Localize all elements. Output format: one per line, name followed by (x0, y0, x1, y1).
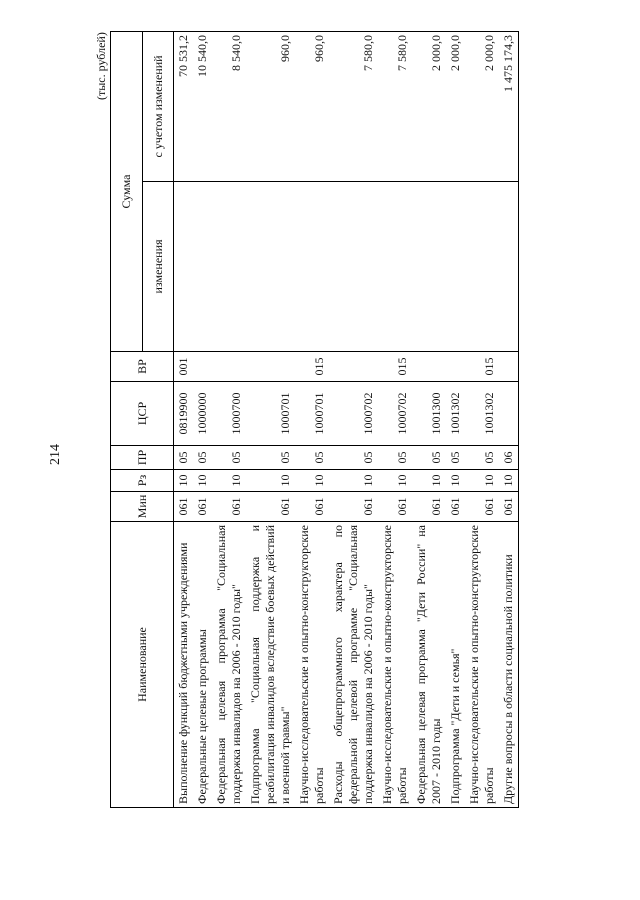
row-pr: 05 (246, 446, 295, 470)
row-total: 2 000,0 (446, 31, 465, 181)
row-csr: 1000000 (193, 382, 212, 446)
row-rz: 10 (499, 470, 519, 492)
row-csr: 1000701 (246, 382, 295, 446)
row-rz: 10 (465, 470, 499, 492)
row-change (174, 182, 194, 352)
row-vr: 015 (465, 352, 499, 382)
row-name: Федеральные целевые программы (193, 522, 212, 808)
header-name: Наименование (111, 522, 174, 808)
header-sum: Сумма (111, 31, 143, 351)
row-min: 061 (174, 492, 194, 522)
row-total: 8 540,0 (212, 31, 246, 181)
row-pr: 05 (446, 446, 465, 470)
table-row (446, 31, 465, 807)
row-rz: 10 (378, 470, 412, 492)
table-row (329, 31, 378, 807)
row-min: 061 (446, 492, 465, 522)
row-total: 70 531,2 (174, 31, 194, 181)
row-pr: 05 (212, 446, 246, 470)
units-label: (тыс. рублей) (94, 32, 108, 100)
row-rz: 10 (212, 470, 246, 492)
row-total: 10 540,0 (193, 31, 212, 181)
row-change (212, 182, 246, 352)
row-vr (446, 352, 465, 382)
row-pr: 05 (295, 446, 329, 470)
table-row (295, 31, 329, 807)
row-rz: 10 (246, 470, 295, 492)
table-body (174, 31, 519, 807)
row-csr: 1001302 (465, 382, 499, 446)
row-pr: 06 (499, 446, 519, 470)
row-change (193, 182, 212, 352)
row-total: 960,0 (246, 31, 295, 181)
header-min: Мин (111, 492, 174, 522)
row-pr: 05 (378, 446, 412, 470)
row-name: Расходы общепрограммного характера по федеральной целевой программе "Социальная поддержка инвалидов на 2006 - 2010 годы" (329, 522, 378, 808)
row-change (246, 182, 295, 352)
header-pr: ПР (111, 446, 174, 470)
row-change (412, 182, 446, 352)
row-name: Другие вопросы в области социальной политики (499, 522, 519, 808)
row-rz: 10 (412, 470, 446, 492)
budget-table (110, 31, 519, 808)
row-min: 061 (246, 492, 295, 522)
row-name: Научно-исследовательские и опытно-конструкторские работы (465, 522, 499, 808)
header-csr: ЦСР (111, 382, 174, 446)
row-vr (412, 352, 446, 382)
row-pr: 05 (465, 446, 499, 470)
row-total: 960,0 (295, 31, 329, 181)
header-change: изменения (142, 182, 174, 352)
table-row (212, 31, 246, 807)
row-min: 061 (193, 492, 212, 522)
row-vr (193, 352, 212, 382)
row-rz: 10 (193, 470, 212, 492)
row-vr: 015 (295, 352, 329, 382)
row-total: 2 000,0 (412, 31, 446, 181)
row-pr: 05 (174, 446, 194, 470)
row-pr: 05 (329, 446, 378, 470)
row-total: 7 580,0 (378, 31, 412, 181)
header-row-1 (111, 31, 143, 807)
row-min: 061 (378, 492, 412, 522)
table-row (246, 31, 295, 807)
row-vr (246, 352, 295, 382)
row-change (378, 182, 412, 352)
row-csr: 1000702 (378, 382, 412, 446)
row-name: Научно-исследовательские и опытно-конструкторские работы (295, 522, 329, 808)
row-rz: 10 (295, 470, 329, 492)
table-row (174, 31, 194, 807)
row-rz: 10 (329, 470, 378, 492)
row-csr: 1001302 (446, 382, 465, 446)
row-vr (212, 352, 246, 382)
row-min: 061 (412, 492, 446, 522)
header-with-change: с учетом изменений (142, 31, 174, 181)
row-rz: 10 (446, 470, 465, 492)
row-name: Подпрограмма "Дети и семья" (446, 522, 465, 808)
row-vr (499, 352, 519, 382)
row-vr (329, 352, 378, 382)
row-vr: 015 (378, 352, 412, 382)
row-change (295, 182, 329, 352)
row-min: 061 (295, 492, 329, 522)
row-csr: 1000702 (329, 382, 378, 446)
header-vr: ВР (111, 352, 174, 382)
table-row (193, 31, 212, 807)
row-rz: 10 (174, 470, 194, 492)
row-pr: 05 (193, 446, 212, 470)
row-csr: 1000701 (295, 382, 329, 446)
row-pr: 05 (412, 446, 446, 470)
page-number: 214 (48, 444, 63, 465)
row-csr: 0819900 (174, 382, 194, 446)
row-min: 061 (212, 492, 246, 522)
table-row (378, 31, 412, 807)
row-total: 2 000,0 (465, 31, 499, 181)
row-name: Выполнение функций бюджетными учреждениями (174, 522, 194, 808)
row-csr: 1001300 (412, 382, 446, 446)
row-min: 061 (465, 492, 499, 522)
row-min: 061 (499, 492, 519, 522)
table-row (499, 31, 519, 807)
row-name: Подпрограмма "Социальная поддержка и реабилитация инвалидов вследствие боевых действий и военной травмы" (246, 522, 295, 808)
row-change (465, 182, 499, 352)
row-total: 7 580,0 (329, 31, 378, 181)
row-change (446, 182, 465, 352)
row-vr: 001 (174, 352, 194, 382)
header-rz: Рз (111, 470, 174, 492)
row-name: Федеральная целевая программа "Социальная поддержка инвалидов на 2006 - 2010 годы" (212, 522, 246, 808)
row-min: 061 (329, 492, 378, 522)
row-name: Федеральная целевая программа "Дети России" на 2007 - 2010 годы (412, 522, 446, 808)
row-name: Научно-исследовательские и опытно-конструкторские работы (378, 522, 412, 808)
table-row (465, 31, 499, 807)
row-csr (499, 382, 519, 446)
table-row (412, 31, 446, 807)
row-csr: 1000700 (212, 382, 246, 446)
row-change (329, 182, 378, 352)
row-total: 1 475 174,3 (499, 31, 519, 181)
row-change (499, 182, 519, 352)
